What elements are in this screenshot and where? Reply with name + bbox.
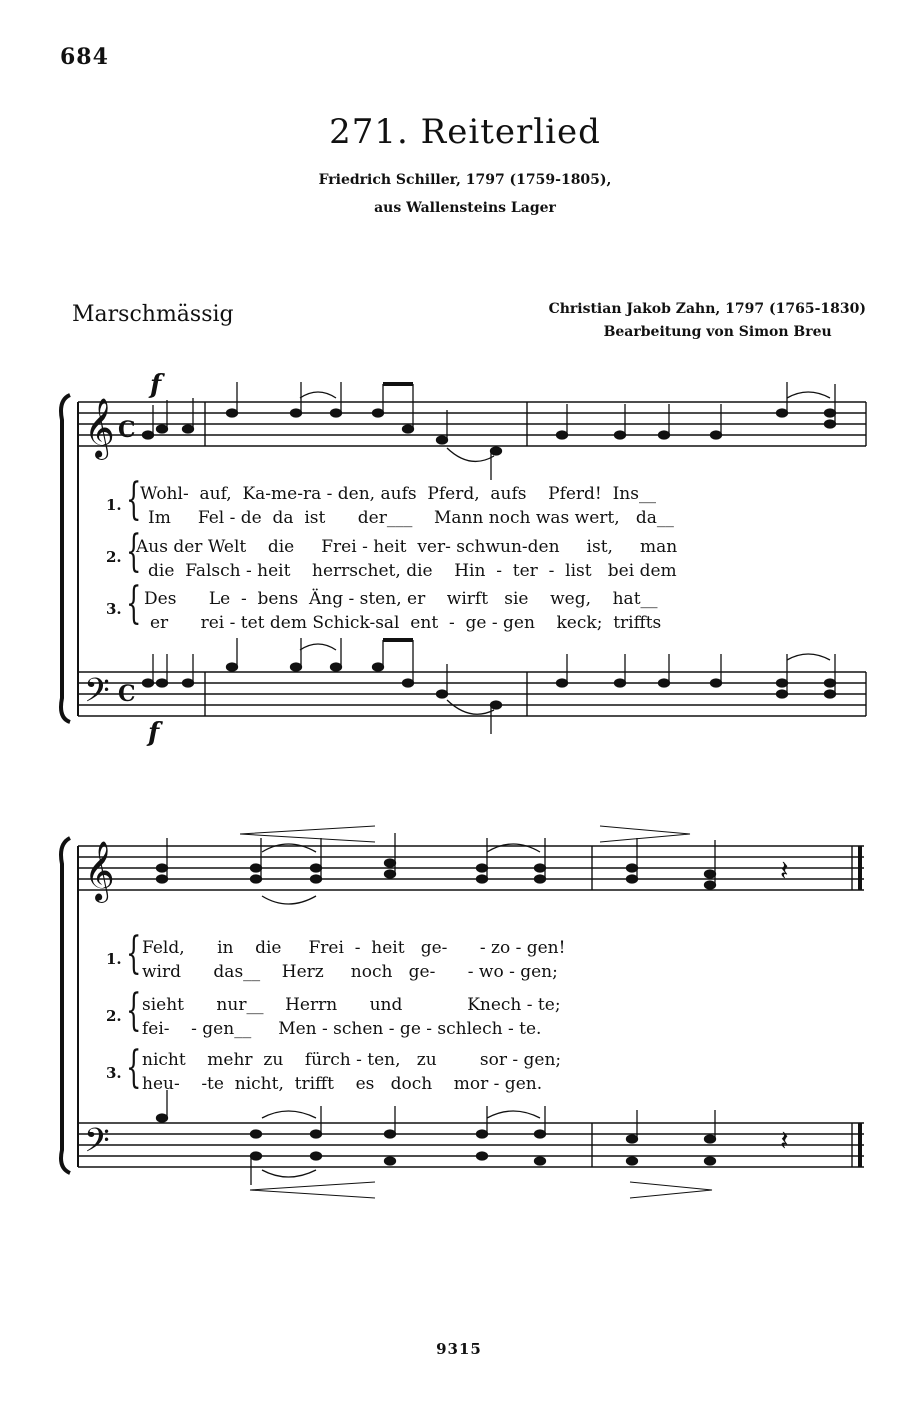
svg-text:𝄢: 𝄢 — [84, 1122, 110, 1168]
svg-text:𝄞: 𝄞 — [84, 841, 115, 901]
verse-number: 1. — [106, 950, 122, 968]
verse-line: Im Fel - de da ist der___ Mann noch was wert, da__ — [148, 508, 674, 528]
verse-line: nicht mehr zu fürch - ten, zu sor - gen; — [142, 1050, 562, 1070]
composer-name: Christian Jakob Zahn, 1797 (1765-1830) — [548, 301, 866, 317]
page-number: 684 — [60, 44, 109, 70]
verse-brace: { — [126, 578, 142, 629]
verse-line: Aus der Welt die Frei - heit ver- schwun-den ist, man — [136, 537, 678, 557]
svg-text:C: C — [118, 417, 136, 443]
verse-line: Feld, in die Frei - heit ge- - zo - gen! — [142, 938, 566, 958]
svg-text:𝄽: 𝄽 — [780, 1124, 789, 1157]
verse-line: die Falsch - heit herrschet, die Hin - ter - list bei dem — [148, 561, 677, 581]
source-credit: aus Wallensteins Lager — [374, 200, 556, 216]
verse-line: heu- -te nicht, trifft es doch mor - gen. — [142, 1074, 543, 1094]
verse-line: sieht nur__ Herrn und Knech - te; — [142, 995, 561, 1015]
verse-number: 2. — [106, 548, 122, 566]
verse-line: er rei - tet dem Schick-sal ent - ge - gen keck; triffts — [150, 613, 662, 633]
verse-brace: { — [126, 985, 142, 1036]
poet-credit: Friedrich Schiller, 1797 (1759-1805), — [318, 172, 612, 188]
verse-number: 3. — [106, 1064, 122, 1082]
verse-brace: { — [126, 928, 142, 979]
verse-number: 3. — [106, 600, 122, 618]
verse-brace: { — [126, 1042, 142, 1093]
svg-text:𝄢: 𝄢 — [84, 672, 110, 718]
bass-staff-1 — [78, 672, 866, 716]
plate-number: 9315 — [436, 1340, 482, 1358]
verse-number: 2. — [106, 1007, 122, 1025]
dynamic-forte-top: f — [150, 370, 162, 400]
dynamic-forte-bottom: f — [148, 718, 160, 748]
verse-number: 1. — [106, 496, 122, 514]
treble-staff-1 — [78, 402, 866, 446]
verse-brace: { — [126, 474, 142, 525]
arranger-credit: Bearbeitung von Simon Breu — [603, 324, 832, 340]
verse-line: Des Le - bens Äng - sten, er wirft sie weg, hat__ — [144, 589, 658, 609]
svg-text:𝄞: 𝄞 — [84, 398, 115, 458]
tempo-marking: Marschmässig — [72, 302, 234, 327]
bass-staff-2 — [78, 1123, 864, 1167]
verse-line: fei- - gen__ Men - schen - ge - schlech - te. — [142, 1019, 542, 1039]
song-title: 271. Reiterlied — [329, 112, 601, 152]
svg-text:C: C — [118, 681, 136, 707]
verse-brace: { — [126, 526, 142, 577]
svg-text:𝄽: 𝄽 — [780, 854, 789, 887]
verse-line: Wohl- auf, Ka-me-ra - den, aufs Pferd, aufs Pferd! Ins__ — [140, 484, 656, 504]
treble-staff-2 — [78, 846, 864, 890]
verse-line: wird das__ Herz noch ge- - wo - gen; — [142, 962, 558, 982]
